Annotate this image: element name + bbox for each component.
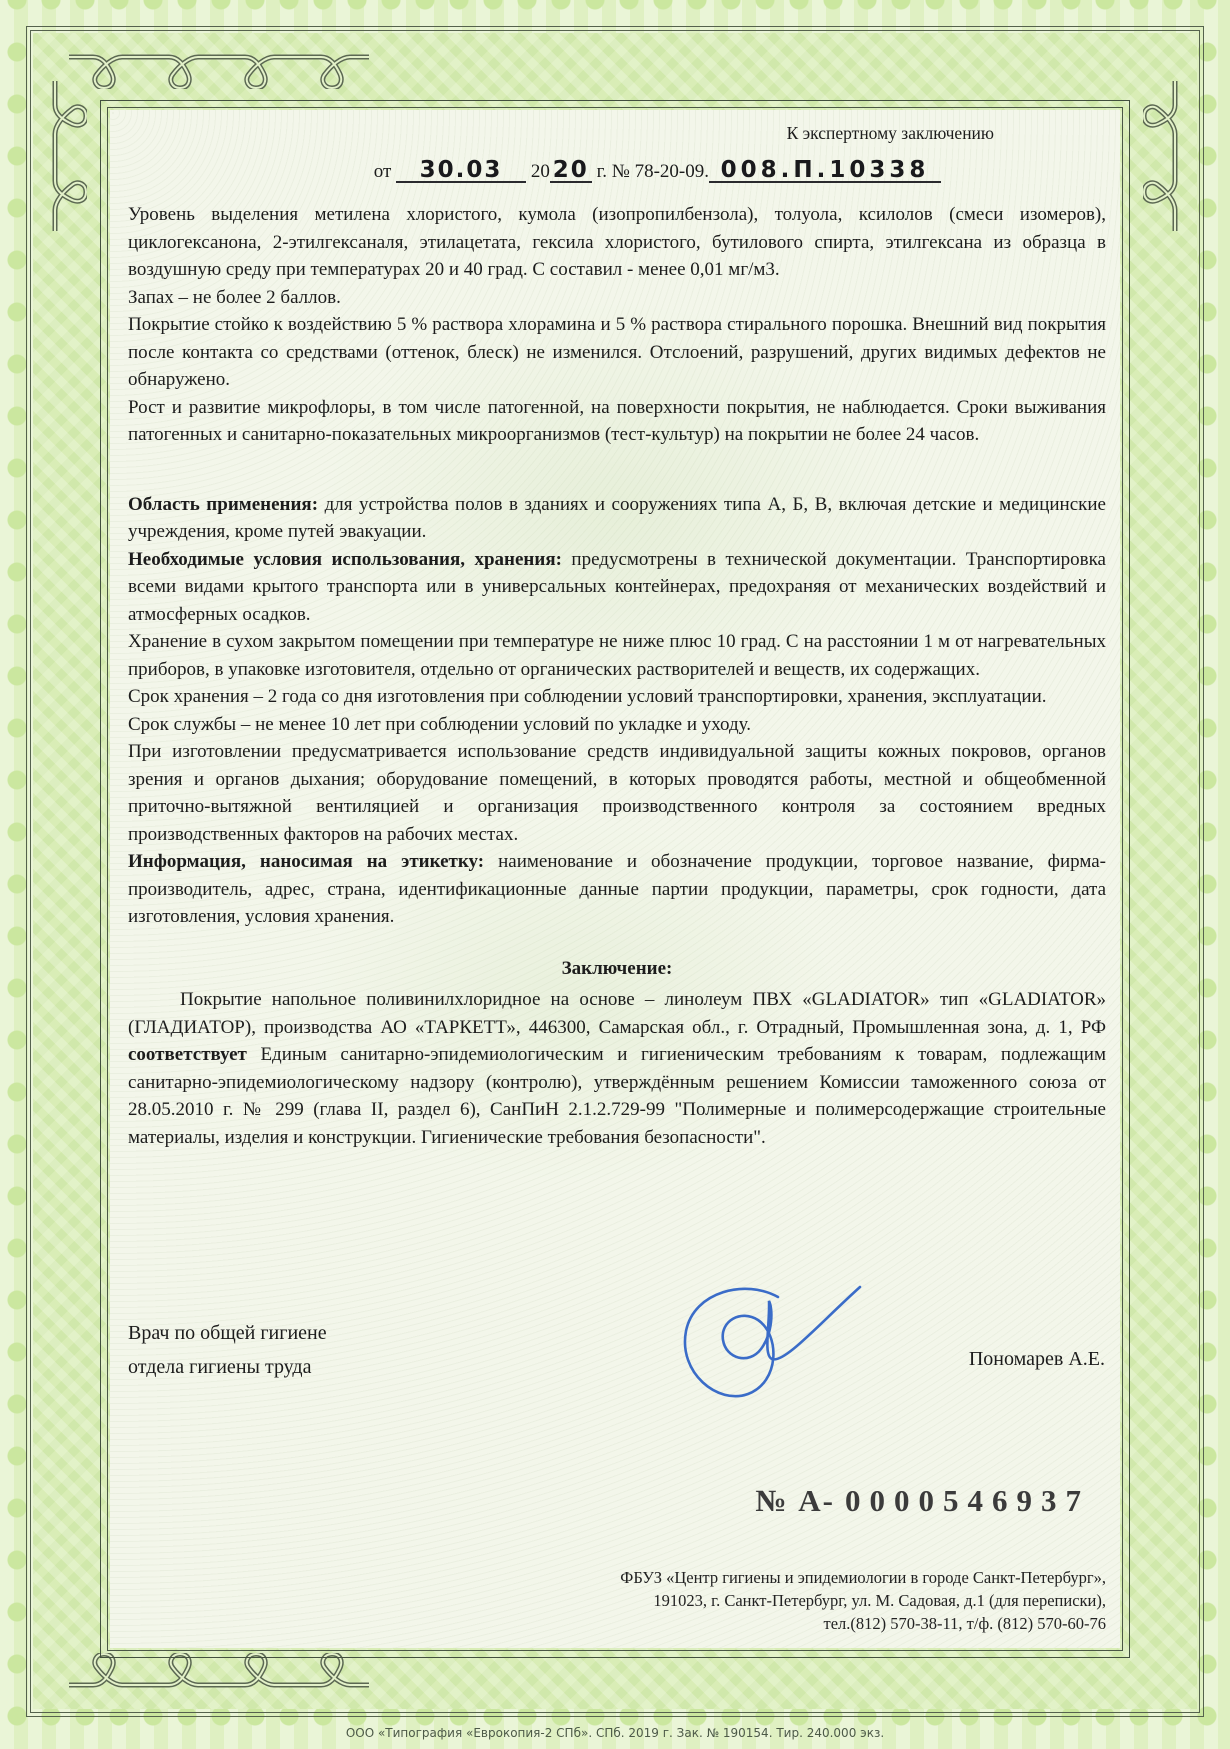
paragraph-usage-conditions: Необходимые условия использования, хранения: предусмотрены в технической документации. Транспортировка всеми видами крытого транспорта или в универсальных контейнерах, предохраняя от механических воздействий и атмосферных осадков. bbox=[128, 548, 1106, 625]
header-note: К экспертному заключению bbox=[786, 123, 994, 143]
serial-number bbox=[755, 1483, 1090, 1519]
paragraph-emission-level: Уровень выделения метилена хлористого, кумола (изопропилбензола), толуола, ксилолов (смеси изомеров), циклогексанона, 2-этилгексаналя, этилацетата, гексила хлористого, бутилового спирта, этилгексана из образца в воздушную среду при температурах 20 и 40 град. С составил - менее 0,01 мг/м3. bbox=[128, 204, 1106, 280]
paragraph-application-area: Область применения: для устройства полов в зданиях и сооружениях типа А, Б, В, включая детские и медицинские учреждения, кроме путей эвакуации. bbox=[128, 493, 1106, 542]
paragraph-storage: Хранение в сухом закрытом помещении при температуре не ниже плюс 10 град. С на расстоянии 1 м от нагревательных приборов, в упаковке изготовителя, отдельно от органических растворителей и веществ, их содержащих. bbox=[128, 631, 1106, 680]
paragraph-odor: Запах – не более 2 баллов. bbox=[128, 286, 341, 308]
paragraph-label-info: Информация, наносимая на этикетку: наименование и обозначение продукции, торговое название, фирма-производитель, адрес, страна, идентификационные данные партии продукции, параметры, срок годности, дата изготовления, условия хранения. bbox=[128, 851, 1107, 927]
handwritten-year: 20 bbox=[550, 159, 592, 183]
issuer-name: ФБУЗ «Центр гигиены и эпидемиологии в городе Санкт-Петербург», bbox=[620, 1568, 1106, 1587]
paragraph-manufacturing-protection: При изготовлении предусматривается использование средств индивидуальной защиты кожных покровов, органов зрения и органов дыхания; оборудование помещений, в которых проводятся работы, местной и общеобменной приточно-вытяжной вентиляцией и организация производственного контроля за состоянием вредных производственных факторов на рабочих местах. bbox=[128, 741, 1106, 845]
conclusion-paragraph: Покрытие напольное поливинилхлоридное на основе – линолеум ПВХ «GLADIATOR» тип «GLADIATOR» (ГЛАДИАТОР), производства АО «ТАРКЕТТ», 446300, Самарская обл., г. Отрадный, Промышленная зона, д. 1, РФ соответствует Единым санитарно-эпидемиологическим и гигиеническим требованиям к товарам, подлежащим санитарно-эпидемиологическому надзору (контролю), утверждённым решением Комиссии таможенного союза от 28.05.2010 г. № 299 (глава II, раздел 6), СанПиН 2.1.2.729-99 "Полимерные и полимерсодержащие строительные материалы, изделия и конструкции. Гигиенические требования безопасности". bbox=[128, 989, 1106, 1148]
serial-digits: 0000546937 bbox=[845, 1483, 1090, 1518]
issuer-phone: тел.(812) 570-38-11, т/ф. (812) 570-60-76 bbox=[823, 1614, 1106, 1633]
paragraph-microflora: Рост и развитие микрофлоры, в том числе патогенной, на поверхности покрытия, не наблюдается. Сроки выживания патогенных и санитарно-показательных микроорганизмов (тест-культур) на покрытии не более 24 часов. bbox=[128, 396, 1106, 445]
print-shop-line: ООО «Типография «Еврокопия-2 СПб». СПб. 2019 г. Зак. № 190154. Тир. 240.000 экз. bbox=[345, 1726, 885, 1740]
signer-role-line1: Врач по общей гигиене bbox=[128, 1322, 327, 1344]
signature-block bbox=[128, 1300, 1105, 1430]
doc-number-prefix: г. № 78-20-09. bbox=[596, 160, 709, 182]
issuer-block bbox=[620, 1566, 1106, 1635]
signer-name: Пономарев А.Е. bbox=[968, 1348, 1105, 1370]
knot-chain-left-icon bbox=[43, 81, 87, 231]
knot-chain-right-icon bbox=[1143, 81, 1187, 231]
paragraph-chemical-resistance: Покрытие стойко к воздействию 5 % раствора хлорамина и 5 % раствора стирального порошка. Внешний вид покрытия после контакта со средствами (оттенок, блеск) не изменился. Отслоений, разрушений, других видимых дефектов не обнаружено. bbox=[128, 314, 1106, 390]
handwritten-doc-number: 008.П.10338 bbox=[709, 159, 941, 183]
signer-role bbox=[128, 1316, 327, 1384]
serial-prefix: № А- bbox=[755, 1483, 835, 1518]
body-text-block bbox=[128, 201, 1106, 931]
conclusion-heading: Заключение: bbox=[561, 957, 673, 979]
paragraph-service-life: Срок службы – не менее 10 лет при соблюдении условий по укладке и уходу. bbox=[128, 713, 752, 735]
knot-chain-bottom-icon bbox=[69, 1653, 369, 1697]
signer-role-line2: отдела гигиены труда bbox=[128, 1356, 312, 1378]
issuer-address: 191023, г. Санкт-Петербург, ул. М. Садовая, д.1 (для переписки), bbox=[653, 1591, 1106, 1610]
year-printed: 20 bbox=[530, 160, 550, 182]
knot-chain-top-icon bbox=[69, 45, 369, 89]
signature-icon bbox=[628, 1275, 878, 1425]
date-prefix: от bbox=[373, 160, 392, 182]
date-number-line bbox=[374, 158, 941, 186]
paragraph-shelf-life: Срок хранения – 2 года со дня изготовления при соблюдении условий транспортировки, хранения, эксплуатации. bbox=[128, 686, 1047, 707]
handwritten-date: 30.03 bbox=[396, 159, 526, 183]
